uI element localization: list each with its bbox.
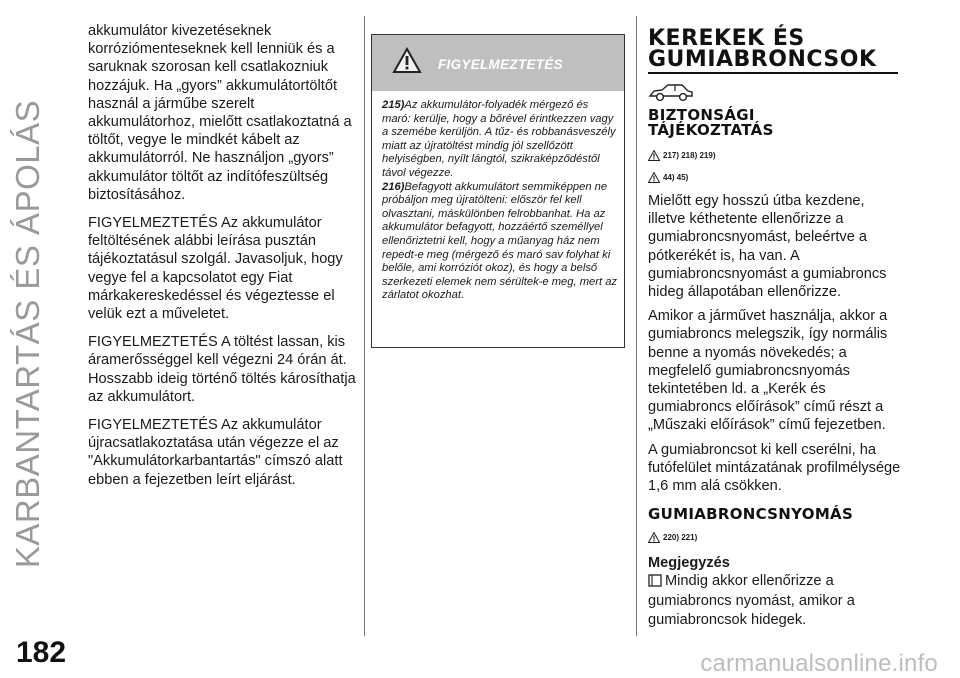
chapter-title: [648, 28, 898, 74]
warning-header: [372, 35, 624, 91]
warning-triangle-icon: [392, 47, 422, 79]
column-divider-left: [364, 16, 365, 636]
warning-item: [382, 181, 618, 303]
warning-body: [372, 91, 624, 303]
paragraph: FIGYELMEZTETÉS Az akkumulátor újracsatlakoztatása után végezze el az "Akkumulátorkarbantartás" címszó alatt ebben a fejezetben leírt eljárást.: [88, 417, 343, 488]
caution-reference-numbers: 44) 45): [663, 172, 689, 182]
warning-item-number: 215): [382, 99, 405, 111]
warning-item: [382, 99, 618, 181]
caution-reference: [648, 168, 904, 186]
column-divider-right: [636, 16, 637, 636]
warning-title: FIGYELMEZTETÉS: [438, 57, 563, 72]
book-icon: [648, 574, 663, 592]
warning-reference-numbers: 220) 221): [663, 532, 698, 542]
paragraph: akkumulátor kivezetéseknek korróziómenteseknek kell lenniük és a saruknak szorosan kell csatlakozniuk hozzájuk. Ha „gyors” akkumulátortöltőt használ a járműbe szerelt akkumulátorhoz, mielőtt csatlakoztatná a töltőt, vegye le mindkét kábelt az akkumulátorról. Ne használjon „gyors” akkumulátor töltőt az indítófeszültség biztosításához.: [88, 23, 352, 203]
paragraph: FIGYELMEZTETÉS A töltést lassan, kis áramerősséggel kell végezni 24 órán át. Hosszabb ideig történő töltés károsíthatja az akkumulátort.: [88, 334, 356, 405]
warning-reference: [648, 528, 904, 546]
page-number: 182: [16, 636, 67, 669]
side-chapter-title: KARBANTARTÁS ÉS ÁPOLÁS: [9, 99, 46, 569]
paragraph: A gumiabroncsot ki kell cserélni, ha futófelület mintázatának profilmélysége 1,6 mm alá csökken.: [648, 441, 901, 495]
chapter-title-line2: GUMIABRONCSOK: [648, 47, 877, 72]
watermark: carmanualsonline.info: [700, 650, 938, 677]
paragraph: FIGYELMEZTETÉS Az akkumulátor feltöltésének alábbi leírása pusztán tájékoztatásul szolgál. Javasoljuk, hogy vegye fel a kapcsolatot egy Fiat márkakereskedéssel és végeztesse el velük ezt a műveletet.: [88, 215, 343, 323]
warning-triangle-icon: [648, 150, 660, 161]
warning-item-text: Befagyott akkumulátort semmiképpen ne próbáljon meg újratölteni: először fel kell olvasztani, máskülönben felrobbanhat. Ha az akkumulátor befagyott, hozzáértő személlyel ellenőriztetni kell, hogy a műanyag ház nem repedt-e meg (mérgező és maró sav folyhat ki belőle, ami korróziót okoz), és hogy a belső szerkezeti elemek nem sérültek-e meg, mert az zárlatot okozhat.: [382, 180, 618, 302]
warning-box: [371, 34, 625, 348]
warning-reference-numbers: 217) 218) 219): [663, 150, 716, 160]
paragraph: Mielőtt egy hosszú útba kezdene, illetve kéthetente ellenőrizze a gumiabroncsnyomást, beleértve a pótkerékét is, ha van. A gumiabroncsnyomást a gumiabroncs hideg állapotában ellenőrizze.: [648, 193, 887, 301]
right-column: [648, 28, 904, 635]
car-tire-icon: [648, 82, 904, 102]
left-column: [88, 22, 356, 499]
caution-triangle-icon: [648, 172, 660, 183]
chapter-title-line1: KEREKEK ÉS: [648, 26, 805, 51]
warning-item-number: 216): [382, 180, 405, 193]
note-text: Mindig akkor ellenőrizze a gumiabroncs nyomást, amikor a gumiabroncsok hidegek.: [648, 573, 855, 628]
middle-column: [371, 34, 625, 348]
note-title: Megjegyzés: [648, 555, 730, 572]
section-title-line1: BIZTONSÁGI: [648, 106, 755, 124]
section-title-tire-pressure: GUMIABRONCSNYOMÁS: [648, 505, 854, 524]
warning-triangle-icon: [648, 532, 660, 543]
note-paragraph: [648, 572, 904, 629]
warning-item-text: Az akkumulátor-folyadék mérgező és maró: kerülje, hogy a bőrével érintkezzen vagy a szemébe kerüljön. A tűz- és robbanásveszély miatt az újratöltést mindig jól szellőzött helyiségben, nyílt lángtól, szikraképződéstől távol végezze.: [382, 99, 616, 179]
section-title-safety: [648, 108, 904, 138]
warning-reference: [648, 146, 904, 164]
paragraph: Amikor a járművet használja, akkor a gumiabroncs melegszik, így normális benne a nyomás növekedés; a megfelelő gumiabroncsnyomás tekintetében ld. a „Kerék és gumiabroncs előírások” című részt a „Műszaki előírások” című fejezetben.: [648, 308, 888, 434]
section-title-line2: TÁJÉKOZTATÁS: [648, 121, 774, 139]
